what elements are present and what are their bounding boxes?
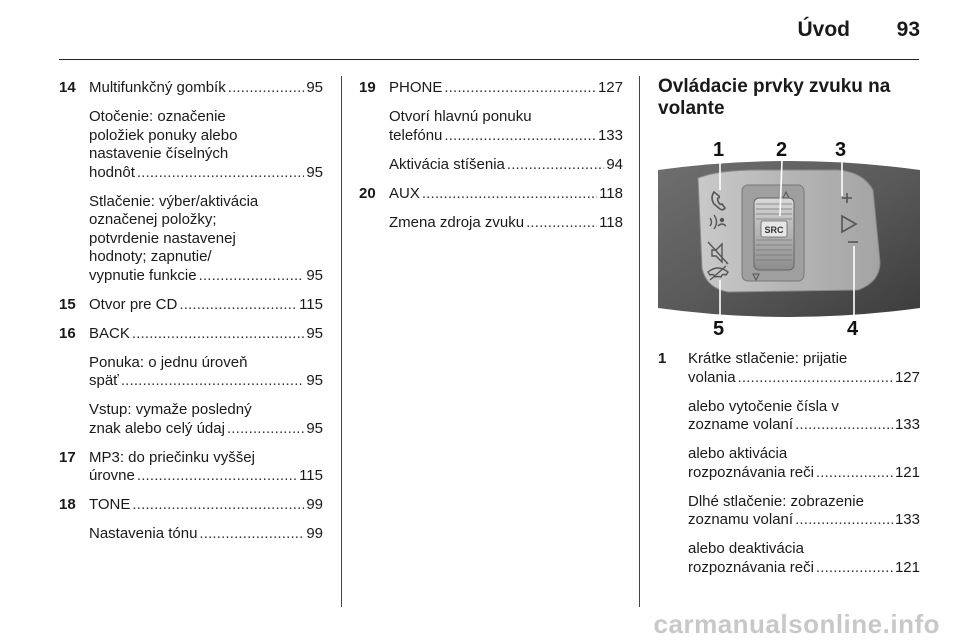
dot-leader xyxy=(816,559,893,578)
entry-text: alebo aktivácia xyxy=(688,445,788,462)
page-reference: 118 xyxy=(599,213,623,231)
index-entry xyxy=(59,296,323,315)
dot-leader xyxy=(228,79,305,98)
column-divider-2 xyxy=(639,76,640,607)
callout-4: 4 xyxy=(847,318,859,338)
dot-leader xyxy=(132,325,304,344)
entry-text: MP3: do priečinku vyššej xyxy=(89,448,255,466)
dot-leader xyxy=(507,156,604,175)
entry-paragraph xyxy=(688,398,920,435)
page-reference: 95 xyxy=(306,163,323,181)
entry-number: 14 xyxy=(59,79,76,96)
entry-text: späť xyxy=(89,372,119,389)
entry-text: Stlačenie: výber/aktivácia xyxy=(89,192,259,210)
entry-paragraph xyxy=(688,540,920,577)
entry-paragraph xyxy=(89,325,323,344)
entry-paragraph xyxy=(389,156,623,175)
entry-paragraph xyxy=(389,214,623,233)
entry-paragraph xyxy=(688,445,920,482)
dot-leader xyxy=(526,214,597,233)
entry-text: volania xyxy=(688,368,736,386)
entry-text: Otočenie: označenie xyxy=(89,108,226,125)
index-entry xyxy=(658,350,920,577)
entry-text: vypnutie funkcie xyxy=(89,266,197,284)
entry-text: Vstup: vymaže posledný xyxy=(89,401,252,418)
page-reference: 127 xyxy=(894,368,920,386)
entry-text: AUX xyxy=(389,184,420,202)
entry-text: Ponuka: o jednu úroveň xyxy=(89,353,248,371)
section-heading: Ovládacie prvky zvuku na volante xyxy=(658,76,891,119)
entry-paragraph xyxy=(89,496,323,515)
legend-column xyxy=(658,350,920,588)
entry-paragraph xyxy=(688,493,920,530)
entry-text: Nastavenia tónu xyxy=(89,525,198,542)
entry-text: Otvor pre CD xyxy=(89,295,178,313)
index-entry xyxy=(59,325,323,439)
page-reference: 95 xyxy=(306,419,323,437)
entry-paragraph xyxy=(389,79,623,98)
page-number: 93 xyxy=(896,18,920,41)
page-reference: 99 xyxy=(306,525,323,542)
entry-text: PHONE xyxy=(389,79,443,96)
page-reference: 94 xyxy=(606,155,623,173)
dot-leader xyxy=(738,369,893,388)
entry-paragraph xyxy=(688,350,920,387)
entry-number: 15 xyxy=(59,295,76,313)
dot-leader xyxy=(132,496,304,515)
index-entry xyxy=(59,79,323,285)
page-reference: 95 xyxy=(306,372,323,389)
entry-text: TONE xyxy=(89,496,131,513)
entry-paragraph xyxy=(89,108,323,182)
page-reference: 121 xyxy=(894,558,920,576)
entry-text: Krátke stlačenie: prijatie xyxy=(688,350,848,367)
entry-paragraph xyxy=(89,193,323,286)
index-entry xyxy=(59,449,323,486)
entry-number: 20 xyxy=(359,184,376,202)
callout-5: 5 xyxy=(713,318,725,338)
entry-paragraph xyxy=(89,401,323,438)
page-reference: 133 xyxy=(894,416,920,433)
index-entry xyxy=(359,185,623,233)
entry-number: 19 xyxy=(359,79,376,96)
page-reference: 95 xyxy=(306,79,323,96)
entry-text: Aktivácia stíšenia xyxy=(389,155,505,173)
dot-leader xyxy=(444,79,596,98)
entry-text: potvrdenie nastavenej xyxy=(89,229,236,247)
entry-text: označenej položky; xyxy=(89,211,217,228)
entry-number: 16 xyxy=(59,324,76,342)
volume-thumbwheel xyxy=(754,198,794,270)
entry-text: nastavenie číselných xyxy=(89,145,229,162)
header-divider xyxy=(59,59,919,60)
entry-text: hodnôt xyxy=(89,163,135,181)
entry-paragraph xyxy=(89,79,323,98)
entry-paragraph xyxy=(89,525,323,544)
dot-leader xyxy=(816,464,893,483)
dot-leader xyxy=(137,467,297,486)
entry-text: Zmena zdroja zvuku xyxy=(389,213,525,231)
column-divider-1 xyxy=(341,76,342,607)
callout-3: 3 xyxy=(835,139,847,161)
callout-2: 2 xyxy=(776,139,788,161)
dot-leader xyxy=(199,525,304,544)
page-reference: 115 xyxy=(299,295,323,313)
page-reference: 99 xyxy=(306,496,323,513)
entry-text: hodnoty; zapnutie/ xyxy=(89,248,212,265)
dot-leader xyxy=(199,267,305,286)
page-reference: 118 xyxy=(599,184,623,202)
index-entry xyxy=(59,496,323,544)
entry-text: telefónu xyxy=(389,126,443,144)
page-reference: 115 xyxy=(299,467,323,484)
index-column-1 xyxy=(59,79,323,554)
entry-text: rozpoznávania reči xyxy=(688,463,814,481)
entry-paragraph xyxy=(389,108,623,145)
dot-leader xyxy=(179,296,297,315)
entry-text: položiek ponuky alebo xyxy=(89,126,238,144)
page-reference: 121 xyxy=(894,463,920,481)
page-reference: 133 xyxy=(894,511,920,528)
page-reference: 127 xyxy=(597,79,623,96)
entry-paragraph xyxy=(89,354,323,391)
dot-leader xyxy=(444,127,596,146)
entry-text: alebo deaktivácia xyxy=(688,540,804,557)
entry-text: úrovne xyxy=(89,467,135,484)
entry-text: rozpoznávania reči xyxy=(688,558,814,576)
entry-text: Dlhé stlačenie: zobrazenie xyxy=(688,492,864,510)
entry-text: zoznamu volaní xyxy=(688,511,794,528)
dot-leader xyxy=(137,164,304,183)
entry-number: 18 xyxy=(59,496,76,513)
entry-text: alebo vytočenie čísla v xyxy=(688,397,839,415)
entry-number: 1 xyxy=(658,350,667,367)
page-reference: 95 xyxy=(306,324,323,342)
entry-number: 17 xyxy=(59,448,76,466)
dot-leader xyxy=(795,416,893,435)
src-label: SRC xyxy=(764,225,784,235)
index-entry xyxy=(359,79,623,174)
dot-leader xyxy=(121,372,305,391)
index-column-2 xyxy=(359,79,623,243)
page-reference: 133 xyxy=(597,126,623,144)
watermark: carmanualsonline.info xyxy=(653,609,940,639)
chapter-title: Úvod xyxy=(797,18,850,41)
entry-paragraph xyxy=(89,449,323,486)
dot-leader xyxy=(422,185,597,204)
page-reference: 95 xyxy=(306,266,323,284)
entry-paragraph xyxy=(389,185,623,204)
callout-1: 1 xyxy=(713,139,725,161)
entry-text: Multifunkčný gombík xyxy=(89,79,226,96)
steering-wheel-controls-figure xyxy=(658,130,920,338)
entry-text: zozname volaní xyxy=(688,416,794,433)
dot-leader xyxy=(227,420,304,439)
entry-text: znak alebo celý údaj xyxy=(89,419,225,437)
dot-leader xyxy=(795,511,893,530)
entry-text: Otvorí hlavnú ponuku xyxy=(389,108,532,125)
entry-text: BACK xyxy=(89,324,130,342)
entry-paragraph xyxy=(89,296,323,315)
